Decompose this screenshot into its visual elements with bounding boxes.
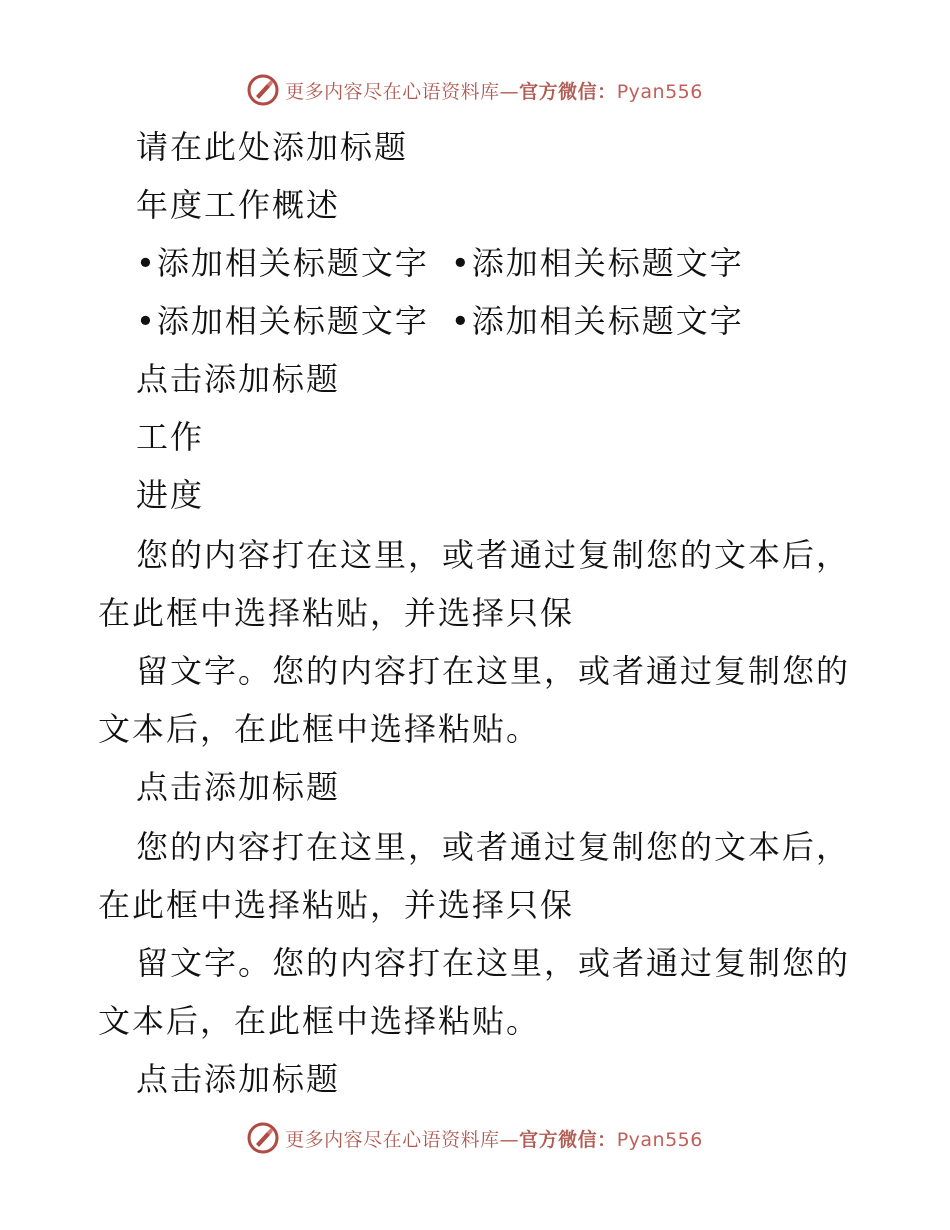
paragraph-line: 留文字。您的内容打在这里，或者通过复制您的	[136, 652, 851, 690]
banner-id: Pyan556	[616, 1128, 703, 1151]
footer-banner	[0, 1118, 950, 1158]
section-heading: 点击添加标题	[136, 768, 341, 806]
bullet-item: •添加相关标题文字	[450, 244, 744, 282]
section-heading: 点击添加标题	[136, 1060, 341, 1098]
header-banner-text	[285, 77, 703, 104]
banner-main: 更多内容尽在心语资料库—	[285, 80, 520, 103]
header-banner	[0, 70, 950, 110]
paragraph-line: 您的内容打在这里，或者通过复制您的文本后，	[136, 828, 851, 866]
bullet-item: •添加相关标题文字	[450, 302, 744, 340]
bullet-item: •添加相关标题文字	[136, 244, 429, 282]
subtitle: 年度工作概述	[136, 186, 341, 224]
paragraph-line: 文本后，在此框中选择粘贴。	[98, 1002, 541, 1040]
banner-wx: 官方微信：	[519, 80, 617, 103]
footer-banner-text	[285, 1125, 703, 1152]
paragraph-line: 文本后，在此框中选择粘贴。	[98, 710, 541, 748]
label-work: 工作	[136, 418, 205, 456]
banner-wx: 官方微信：	[519, 1128, 617, 1151]
banner-main: 更多内容尽在心语资料库—	[285, 1128, 520, 1151]
label-progress: 进度	[136, 476, 205, 514]
paragraph-line: 在此框中选择粘贴，并选择只保	[98, 594, 575, 632]
paragraph-line: 留文字。您的内容打在这里，或者通过复制您的	[136, 944, 851, 982]
pen-logo-icon	[247, 74, 279, 106]
pen-logo-icon	[247, 1122, 279, 1154]
bullet-item: •添加相关标题文字	[136, 302, 429, 340]
paragraph-line: 在此框中选择粘贴，并选择只保	[98, 886, 575, 924]
section-heading: 点击添加标题	[136, 360, 341, 398]
bullet-row-2	[136, 301, 896, 341]
paragraph-line: 您的内容打在这里，或者通过复制您的文本后，	[136, 536, 851, 574]
banner-id: Pyan556	[616, 80, 703, 103]
page-title: 请在此处添加标题	[136, 128, 409, 166]
bullet-row-1	[136, 243, 896, 283]
